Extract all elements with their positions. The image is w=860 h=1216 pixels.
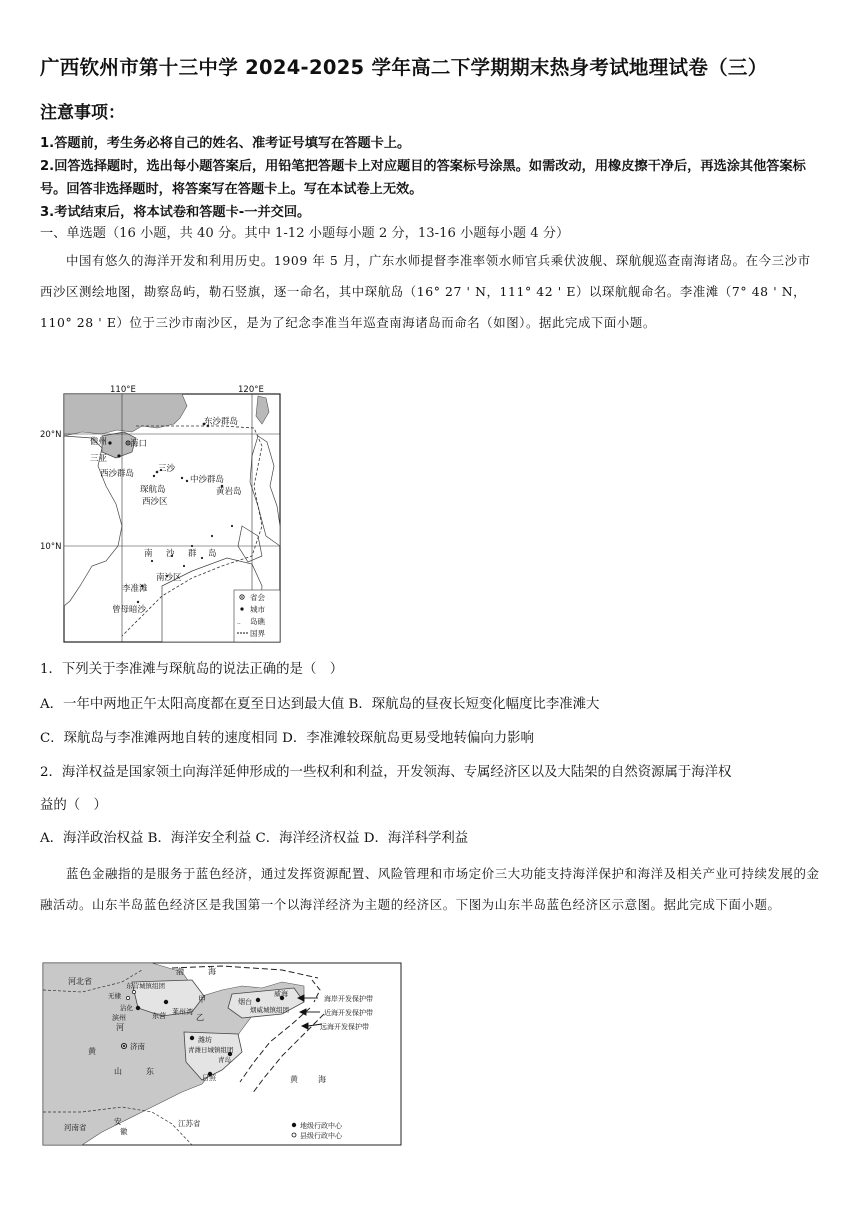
label-shan: 山 [114, 1067, 122, 1076]
lat-label-20: 20°N [40, 430, 62, 440]
label-weihai: 威海 [274, 990, 288, 998]
label-huang-river: 黄 [88, 1047, 96, 1056]
label-henan: 河南省 [64, 1123, 87, 1132]
label-huang-sea: 黄 [290, 1075, 298, 1084]
passage-2: 蓝色金融指的是服务于蓝色经济，通过发挥资源配置、风险管理和市场定价三大功能支持海洋保护和海洋及相关产业可持续发展的金融活动。山东半岛蓝色经济区是我国第一个以海洋经济为主题的经济区。下图为山东半岛蓝色经济区示意图。据此完成下面小题。 [40, 866, 820, 912]
lon-label-120: 120°E [238, 385, 264, 395]
label-danzhou: 儋州 [90, 437, 108, 447]
label-offshore-belt: 远海开发保护带 [320, 1023, 369, 1031]
rule-3: 3.考试结束后，将本试卷和答题卡-一并交回。 [40, 205, 311, 220]
label-xisha: 西沙群岛 [100, 469, 135, 479]
label-chenhang: 琛航岛 [140, 485, 166, 495]
label-weifang: 潍坊 [198, 1036, 212, 1044]
label-dongsha: 东沙群岛 [204, 417, 239, 427]
lat-label-10: 10°N [40, 542, 62, 552]
label-sha: 沙 [166, 549, 175, 559]
section-heading [40, 222, 830, 241]
section-note: （16 小题，共 40 分。其中 1-12 小题每小题 2 分，13-16 小题每小题 4 分） [105, 226, 570, 241]
label-dong: 东 [146, 1067, 154, 1076]
label-hai-bo: 海 [208, 967, 216, 976]
notice-rules [40, 132, 830, 224]
label-binzhou: 滨州 [112, 1014, 126, 1022]
label-huangyan: 黄岩岛 [216, 487, 242, 497]
label-yantai: 烟台 [238, 998, 252, 1006]
label-wudi: 无棣 [108, 992, 121, 1000]
label-jia: 甲 [198, 995, 206, 1004]
legend-reef: 岛礁 [250, 617, 265, 626]
legend-border: 国界 [250, 629, 265, 638]
exam-title: 广西钦州市第十三中学 2024-2025 学年高二下学期期末热身考试地理试卷（三） [40, 56, 768, 79]
label-zhongsha: 中沙群岛 [190, 475, 225, 485]
label-lizhuntan: 李准滩 [122, 584, 148, 594]
lon-label-110: 110°E [110, 385, 136, 395]
rule-1: 1.答题前，考生务必将自己的姓名、准考证号填写在答题卡上。 [40, 136, 411, 151]
legend-prefecture: 地级行政中心 [300, 1122, 342, 1130]
label-hui: 徽 [120, 1127, 128, 1136]
label-an: 安 [114, 1117, 122, 1126]
label-laizhou-bay: 莱州湾 [172, 1008, 193, 1016]
label-jiangsu: 江苏省 [178, 1119, 201, 1128]
question-1-options-cd: C．琛航岛与李准滩两地自转的速度相同 D．李准滩较琛航岛更易受地转偏向力影响 [40, 731, 534, 746]
passage-1: 中国有悠久的海洋开发和利用历史。1909 年 5 月，广东水师提督李准率领水师官兵乘伏波舰、琛航舰巡查南海诸岛。在今三沙市西沙区测绘地图，勘察岛屿，勒石竖旗，逐一命名，其中琛航岛（16° 27 ' N，111° 42 ' E）以琛航舰命名。李准滩（7° 48 ' N，110° 28 ' E）位于三沙市南沙区，是为了纪念李准当年巡查南海诸岛而命名（如图）。据此完成下面小题。 [40, 253, 811, 330]
shandong-blue-economic-zone-map [42, 962, 402, 1146]
label-sansha: 三沙 [158, 464, 176, 474]
label-he: 河 [116, 1023, 124, 1032]
label-hebei: 河北省 [68, 977, 92, 986]
label-zhanhua: 沾化 [120, 1004, 133, 1012]
legend-capital: 省会 [250, 593, 265, 602]
label-yanwei-group: 烟威城镇组团 [250, 1006, 289, 1014]
section-label: 一、单选题 [40, 226, 106, 241]
svg-text:..: .. [237, 619, 241, 626]
label-rizhao: 日照 [202, 1074, 216, 1082]
south-china-sea-map [40, 385, 282, 644]
question-2-stem-line1: 2．海洋权益是国家领土向海洋延伸形成的一些权利和利益，开发领海、专属经济区以及大陆架的自然资源属于海洋权 [40, 765, 732, 780]
label-dongying-group: 东营城镇组团 [126, 982, 165, 990]
label-xisha-district: 西沙区 [142, 497, 168, 507]
label-haikou: 海口 [130, 439, 148, 449]
notice-heading: 注意事项： [40, 103, 125, 123]
label-qingdao: 青岛 [218, 1056, 231, 1064]
label-dao: 岛 [208, 549, 217, 559]
label-yi: 乙 [196, 1013, 204, 1022]
question-1-options-ab: A．一年中两地正午太阳高度都在夏至日达到最大值 B．琛航岛的昼夜长短变化幅度比李准滩大 [40, 697, 600, 712]
rule-2: 2.回答选择题时，选出每小题答案后，用铅笔把答题卡上对应题目的答案标号涂黑。如需改动，用橡皮擦干净后，再选涂其他答案标号。回答非选择题时，将答案写在答题卡上。写在本试卷上无效。 [40, 159, 806, 197]
question-2-stem-line2: 益的（ ） [40, 798, 107, 813]
label-jinan: 济南 [130, 1042, 145, 1051]
label-qingweiri-group: 青潍日城镇组团 [188, 1046, 234, 1054]
label-nansha-district: 南沙区 [156, 573, 182, 583]
label-qun: 群 [188, 549, 197, 559]
question-2-options: A．海洋政治权益 B．海洋安全利益 C．海洋经济权益 D．海洋科学利益 [40, 831, 469, 846]
legend-county: 县级行政中心 [300, 1132, 342, 1140]
label-dongying: 东营 [152, 1012, 166, 1020]
label-coastal-belt: 海岸开发保护带 [324, 995, 373, 1003]
map1-legend [234, 590, 280, 642]
label-sanya: 三亚 [90, 454, 108, 464]
legend-city: 城市 [250, 605, 265, 614]
question-1-stem: 1．下列关于李准滩与琛航岛的说法正确的是（ ） [40, 662, 344, 677]
label-nearsea-belt: 近海开发保护带 [324, 1009, 373, 1017]
label-zengmu: 曾母暗沙 [112, 605, 147, 615]
label-hai-huang: 海 [318, 1075, 326, 1084]
label-nan: 南 [144, 549, 153, 559]
label-bo: 渤 [176, 967, 184, 976]
